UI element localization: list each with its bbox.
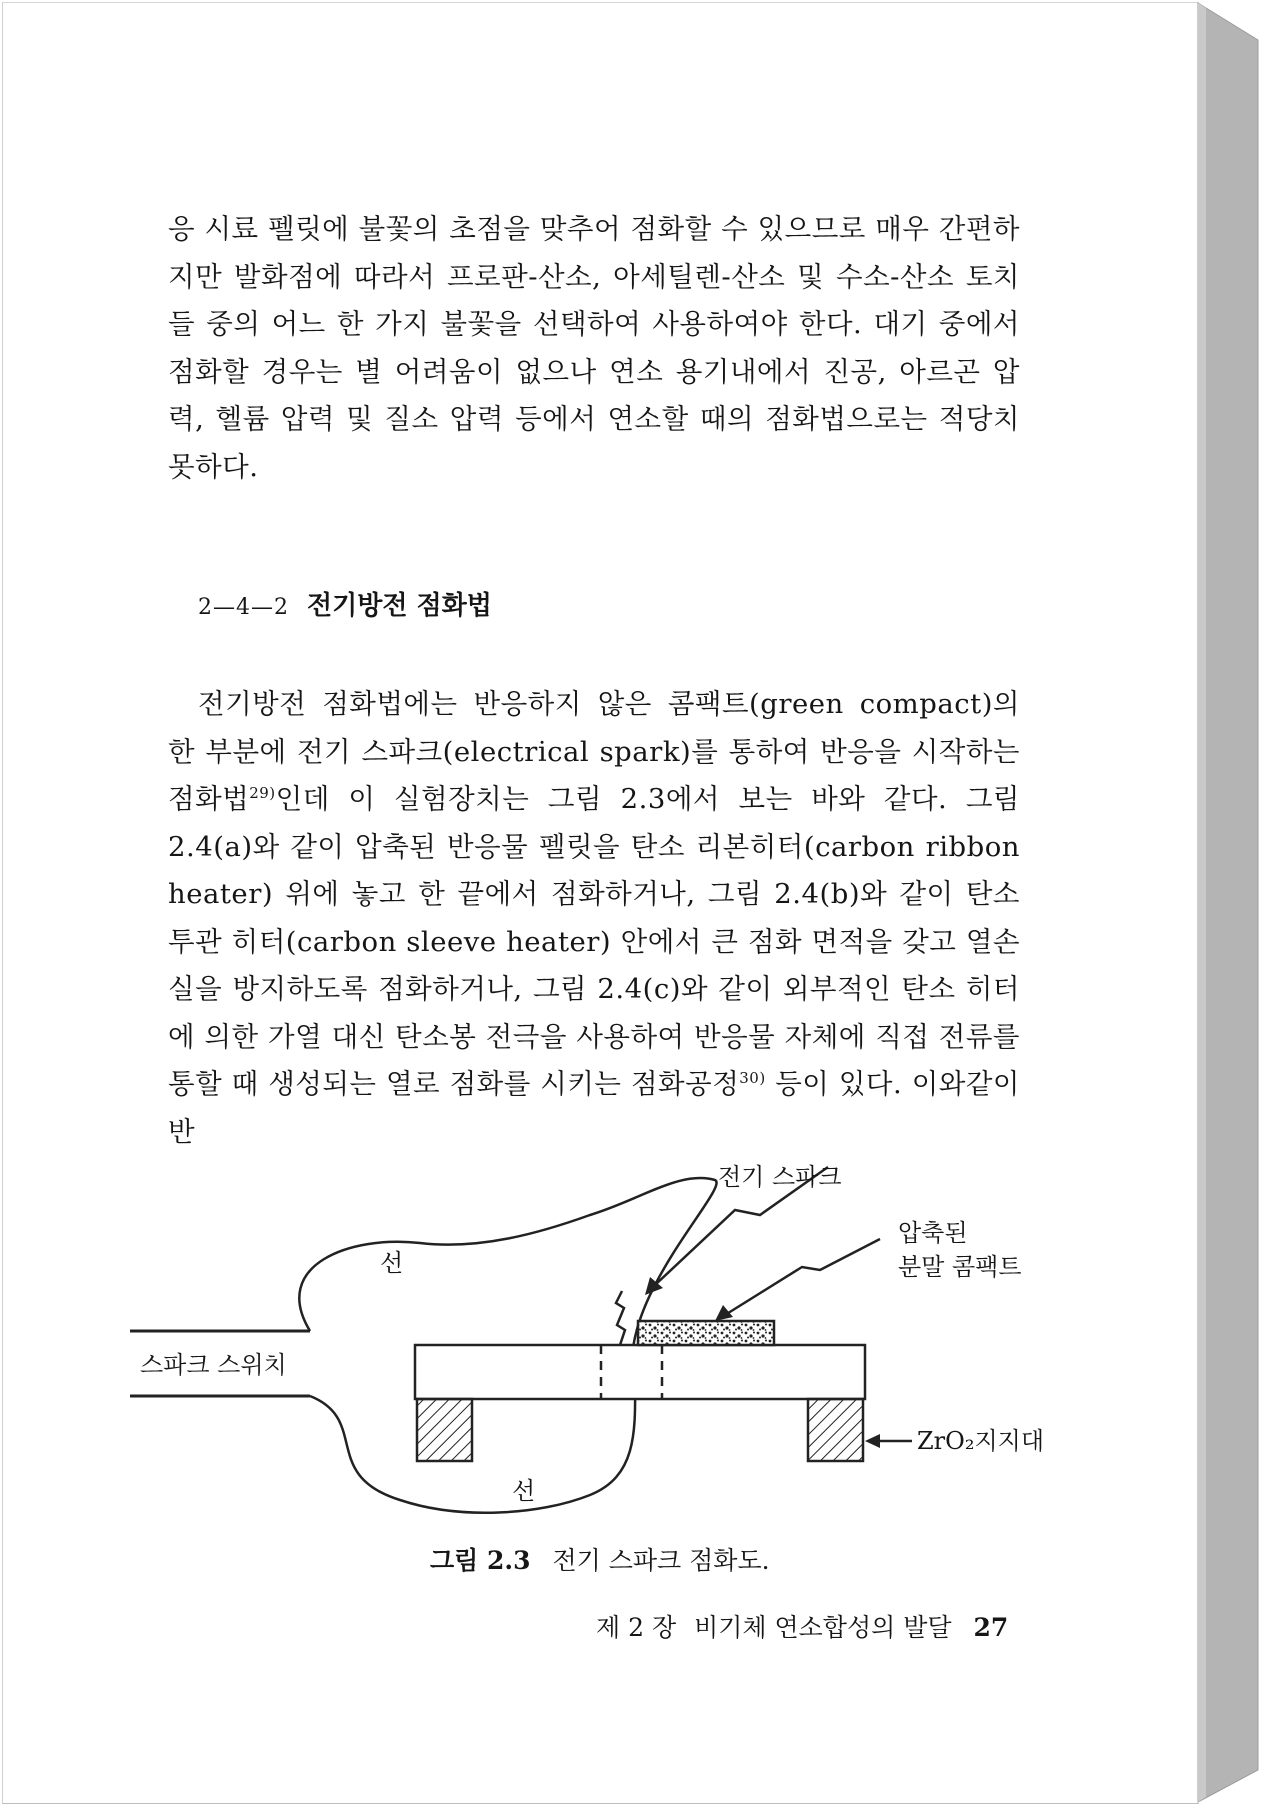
body-paragraph-1: 응 시료 펠릿에 불꽃의 초점을 맞추어 점화할 수 있으므로 매우 간편하지만 발화점에 따라서 프로판-산소, 아세틸렌-산소 및 수소-산소 토치들 중의 어느 한 가지 불꽃을 선택하여 사용하여야 한다. 대기 중에서 점화할 경우는 별 어려움이 없으나 연소 용기내에서 진공, 아르곤 압력, 헬륨 압력 및 질소 압력 등에서 연소할 때의 점화법으로는 적당치 못하다. (168, 213, 1020, 483)
label-spark-switch: 스파크 스위치 (140, 1351, 287, 1379)
paragraph-2-text-c: 등이 있다. 이와같이 반 (168, 1068, 1020, 1148)
reference-29: 29) (249, 783, 276, 802)
spark-bolt (616, 1291, 625, 1345)
figure-number: 그림 2.3 (430, 1546, 531, 1575)
support-right (808, 1399, 863, 1461)
page-footer (596, 1612, 1008, 1644)
section-number: 2—4—2 (198, 595, 289, 620)
base-plate (415, 1345, 865, 1399)
paragraph-2-text-a: 전기방전 점화법에는 반응하지 않은 콤팩트(green compact)의 한 부분에 전기 스파크(electrical spark)를 통하여 반응을 시작하는 점화법 (168, 688, 1020, 815)
support-left (417, 1399, 472, 1461)
footer-title: 비기체 연소합성의 발달 (694, 1613, 952, 1642)
powder-compact (638, 1321, 774, 1345)
figure-caption-text: 전기 스파크 점화도. (552, 1546, 770, 1575)
footer-chapter: 제 2 장 (596, 1613, 677, 1642)
compact-arrow (725, 1239, 880, 1315)
label-electric-spark: 전기 스파크 (718, 1163, 842, 1191)
figure-caption (430, 1545, 770, 1577)
section-heading (198, 588, 492, 626)
figure-drawing (120, 1155, 1040, 1545)
label-compressed: 압축된 (898, 1219, 968, 1247)
paragraph-2-text-b: 인데 이 실험장치는 그림 2.3에서 보는 바와 같다. 그림 2.4(a)와 같이 압축된 반응물 펠릿을 탄소 리본히터(carbon ribbon heater) 위에 놓고 한 끝에서 점화하거나, 그림 2.4(b)와 같이 탄소 투관 히터(carbon sleeve heater) 안에서 큰 점화 면적을 갖고 열손실을 방지하도록 점화하거나, 그림 2.4(c)와 같이 외부적인 탄소 히터에 의한 가열 대신 탄소봉 전극을 사용하여 반응물 자체에 직접 전류를 통할 때 생성되는 열로 점화를 시키는 점화공정 (168, 783, 1020, 1100)
support-arrowhead (865, 1434, 880, 1448)
label-wire-bottom: 선 (512, 1477, 536, 1505)
body-paragraph-2 (168, 681, 1020, 1156)
figure-spark-ignition-diagram (120, 1155, 1044, 1545)
page-number: 27 (973, 1613, 1009, 1642)
label-wire-top: 선 (380, 1249, 404, 1277)
reference-30: 30) (739, 1068, 766, 1087)
label-powder-compact: 분말 콤팩트 (898, 1253, 1022, 1281)
section-title: 전기방전 점화법 (307, 591, 492, 621)
label-zro2-support: ZrO₂지지대 (917, 1427, 1044, 1455)
